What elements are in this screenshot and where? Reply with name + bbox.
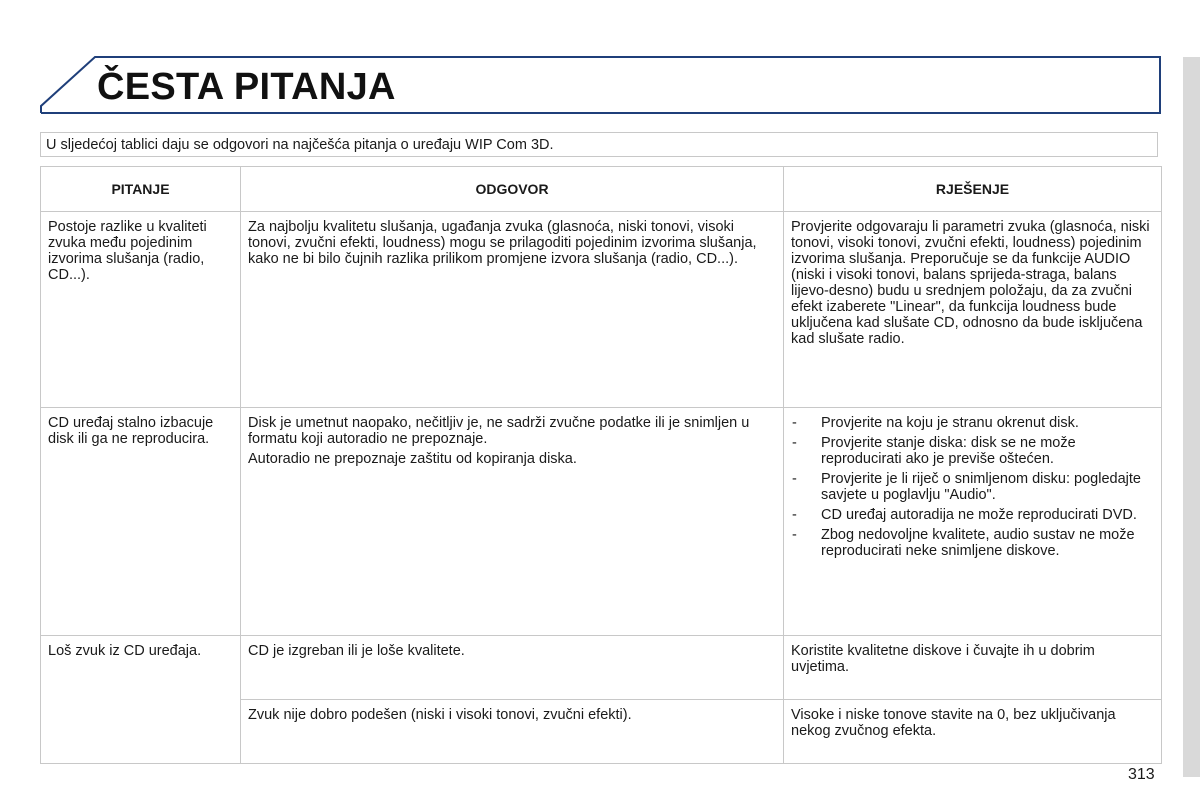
- answer-cell: [241, 700, 784, 764]
- answer-cell: [241, 636, 784, 700]
- solution-list-item: - Zbog nedovoljne kvalitete, audio sustav ne može reproducirati neke snimljene diskove.: [791, 527, 1154, 559]
- table-header-row: [41, 167, 1162, 212]
- table-row: [41, 636, 1162, 700]
- answer-text: CD je izgreban ili je loše kvalitete.: [248, 643, 465, 659]
- faq-table: [40, 166, 1162, 764]
- page-number: 313: [1128, 766, 1155, 783]
- title-frame: [0, 0, 1200, 130]
- answer-text: Disk je umetnut naopako, nečitljiv je, ne sadrži zvučne podatke ili je snimljen u formatu koji autoradio ne prepoznaje.: [248, 415, 750, 447]
- solution-list-item: - Provjerite stanje diska: disk se ne može reproducirati ako je previše oštećen.: [791, 435, 1154, 467]
- intro-box: [40, 132, 1158, 157]
- column-header-question: PITANJE: [41, 167, 241, 212]
- page-title: ČESTA PITANJA: [97, 66, 396, 108]
- question-cell: Loš zvuk iz CD uređaja.: [41, 636, 241, 764]
- column-header-answer: ODGOVOR: [241, 167, 784, 212]
- solution-list-item: - Provjerite je li riječ o snimljenom disku: pogledajte savjete u poglavlju "Audio".: [791, 471, 1154, 503]
- answer-text: Za najbolju kvalitetu slušanja, ugađanja zvuka (glasnoća, niski tonovi, visoki tonovi, zvučni efekti, loudness) mogu se prilagoditi pojedinim izvorima slušanja, kako ne bi bilo čujnih razlika prilikom promjene izvora slušanja (radio, CD...).: [248, 219, 757, 267]
- question-cell: Postoje razlike u kvaliteti zvuka među pojedinim izvorima slušanja (radio, CD...).: [41, 212, 241, 408]
- question-cell: CD uređaj stalno izbacuje disk ili ga ne reproducira.: [41, 408, 241, 636]
- answer-cell: [241, 212, 784, 408]
- intro-text: U sljedećoj tablici daju se odgovori na najčešća pitanja o uređaju WIP Com 3D.: [46, 137, 554, 153]
- answer-text: Zvuk nije dobro podešen (niski i visoki tonovi, zvučni efekti).: [248, 707, 632, 723]
- table-row: [41, 212, 1162, 408]
- answer-cell: [241, 408, 784, 636]
- table-row: [41, 408, 1162, 636]
- solution-cell: Visoke i niske tonove stavite na 0, bez uključivanja nekog zvučnog efekta.: [784, 700, 1162, 764]
- column-header-solution: RJEŠENJE: [784, 167, 1162, 212]
- side-tab-strip: [1183, 57, 1200, 777]
- solution-cell: Koristite kvalitetne diskove i čuvajte ih u dobrim uvjetima.: [784, 636, 1162, 700]
- solution-list: [791, 415, 1154, 559]
- solution-list-item: - Provjerite na koju je stranu okrenut disk.: [791, 415, 1154, 431]
- solution-list-item: - CD uređaj autoradija ne može reproducirati DVD.: [791, 507, 1154, 523]
- solution-cell: [784, 408, 1162, 636]
- answer-text: Autoradio ne prepoznaje zaštitu od kopiranja diska.: [248, 451, 577, 467]
- solution-cell: Provjerite odgovaraju li parametri zvuka (glasnoća, niski tonovi, visoki tonovi, zvučni efekti, loudness) pojedinim izvorima slušanja. Preporučuje se da funkcije AUDIO (niski i visoki tonovi, balans sprijeda-straga, balans lijevo-desno) budu u srednjem položaju, da za zvučni efekt izaberete "Linear", da funkcija loudness bude uključena kad slušate CD, odnosno da bude isključena kad slušate radio.: [784, 212, 1162, 408]
